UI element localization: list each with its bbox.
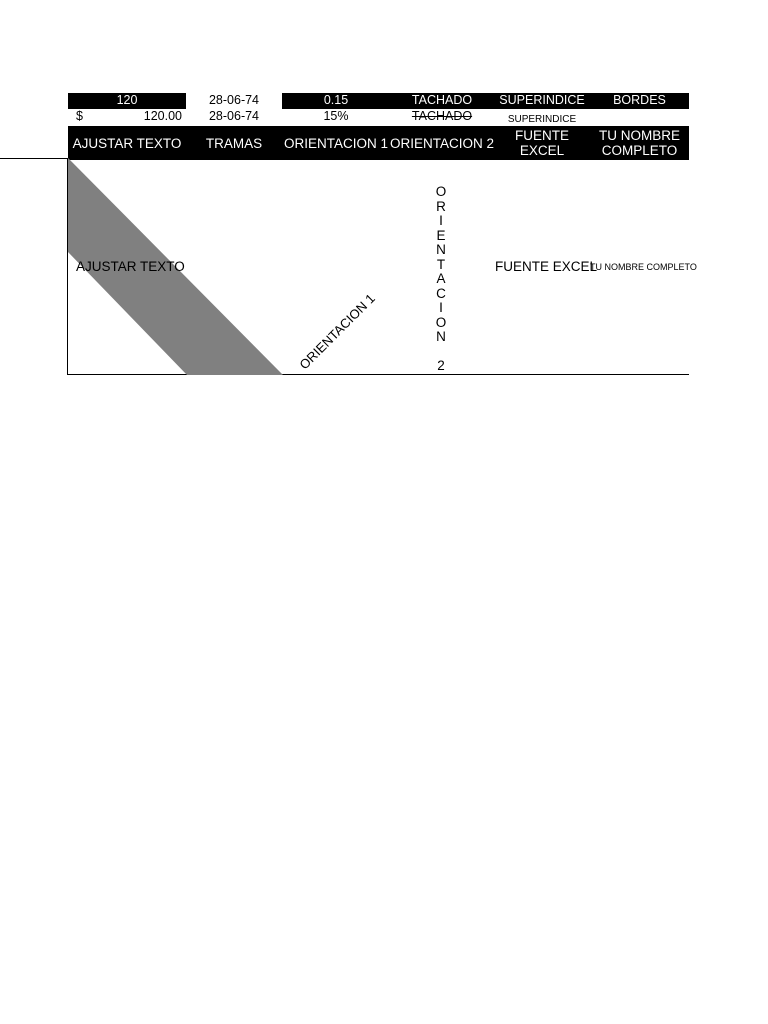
header-ajustar-texto[interactable]: AJUSTAR TEXTO: [72, 135, 182, 151]
body-ajustar-texto[interactable]: AJUSTAR TEXTO: [76, 259, 185, 274]
vertical-letter: N: [436, 329, 446, 344]
vertical-letter: E: [436, 227, 446, 243]
vertical-letter: C: [436, 285, 446, 301]
header-tu-nombre-completo[interactable]: TU NOMBRE COMPLETO: [599, 128, 680, 158]
vertical-number: 2: [437, 358, 445, 373]
row2-superindice-cell[interactable]: SUPERINDICE: [507, 114, 577, 125]
row1-bordes-cell[interactable]: BORDES: [613, 93, 666, 107]
vertical-letter: O: [435, 184, 447, 199]
header-fuente-excel[interactable]: FUENTE EXCEL: [515, 128, 569, 158]
row1-decimal-cell[interactable]: 0.15: [323, 93, 349, 107]
vertical-letter: A: [436, 271, 446, 286]
row2-currency-symbol: $: [76, 109, 83, 123]
vertical-letter: O: [435, 314, 447, 330]
header-tramas[interactable]: TRAMAS: [205, 135, 263, 151]
row2-date-cell[interactable]: 28-06-74: [208, 109, 260, 123]
body-tu-nombre-completo[interactable]: TU NOMBRE COMPLETO: [590, 262, 697, 272]
header-orientacion-2[interactable]: ORIENTACION 2: [390, 135, 495, 151]
row2-percent-cell[interactable]: 15%: [323, 109, 349, 123]
header-orientacion-1[interactable]: ORIENTACION 1: [283, 135, 388, 151]
row1-number-cell[interactable]: 120: [116, 93, 138, 107]
row1-date-cell[interactable]: 28-06-74: [208, 93, 260, 107]
vertical-letter: N: [436, 242, 446, 257]
row1-superindice-cell[interactable]: SUPERINDICE: [499, 93, 585, 107]
body-fuente-excel[interactable]: FUENTE EXCEL: [495, 259, 598, 274]
vertical-letter: T: [436, 256, 446, 272]
row2-tachado-cell[interactable]: TACHADO: [411, 109, 473, 123]
vertical-letter: R: [436, 198, 446, 214]
body-orientacion-1-rotated[interactable]: ORIENTACION 1: [296, 290, 378, 373]
vertical-letter: I: [439, 213, 443, 228]
vertical-letter: I: [439, 300, 443, 315]
row1-tachado-cell[interactable]: TACHADO: [411, 93, 473, 107]
row2-currency-cell[interactable]: 120.00: [143, 109, 182, 123]
